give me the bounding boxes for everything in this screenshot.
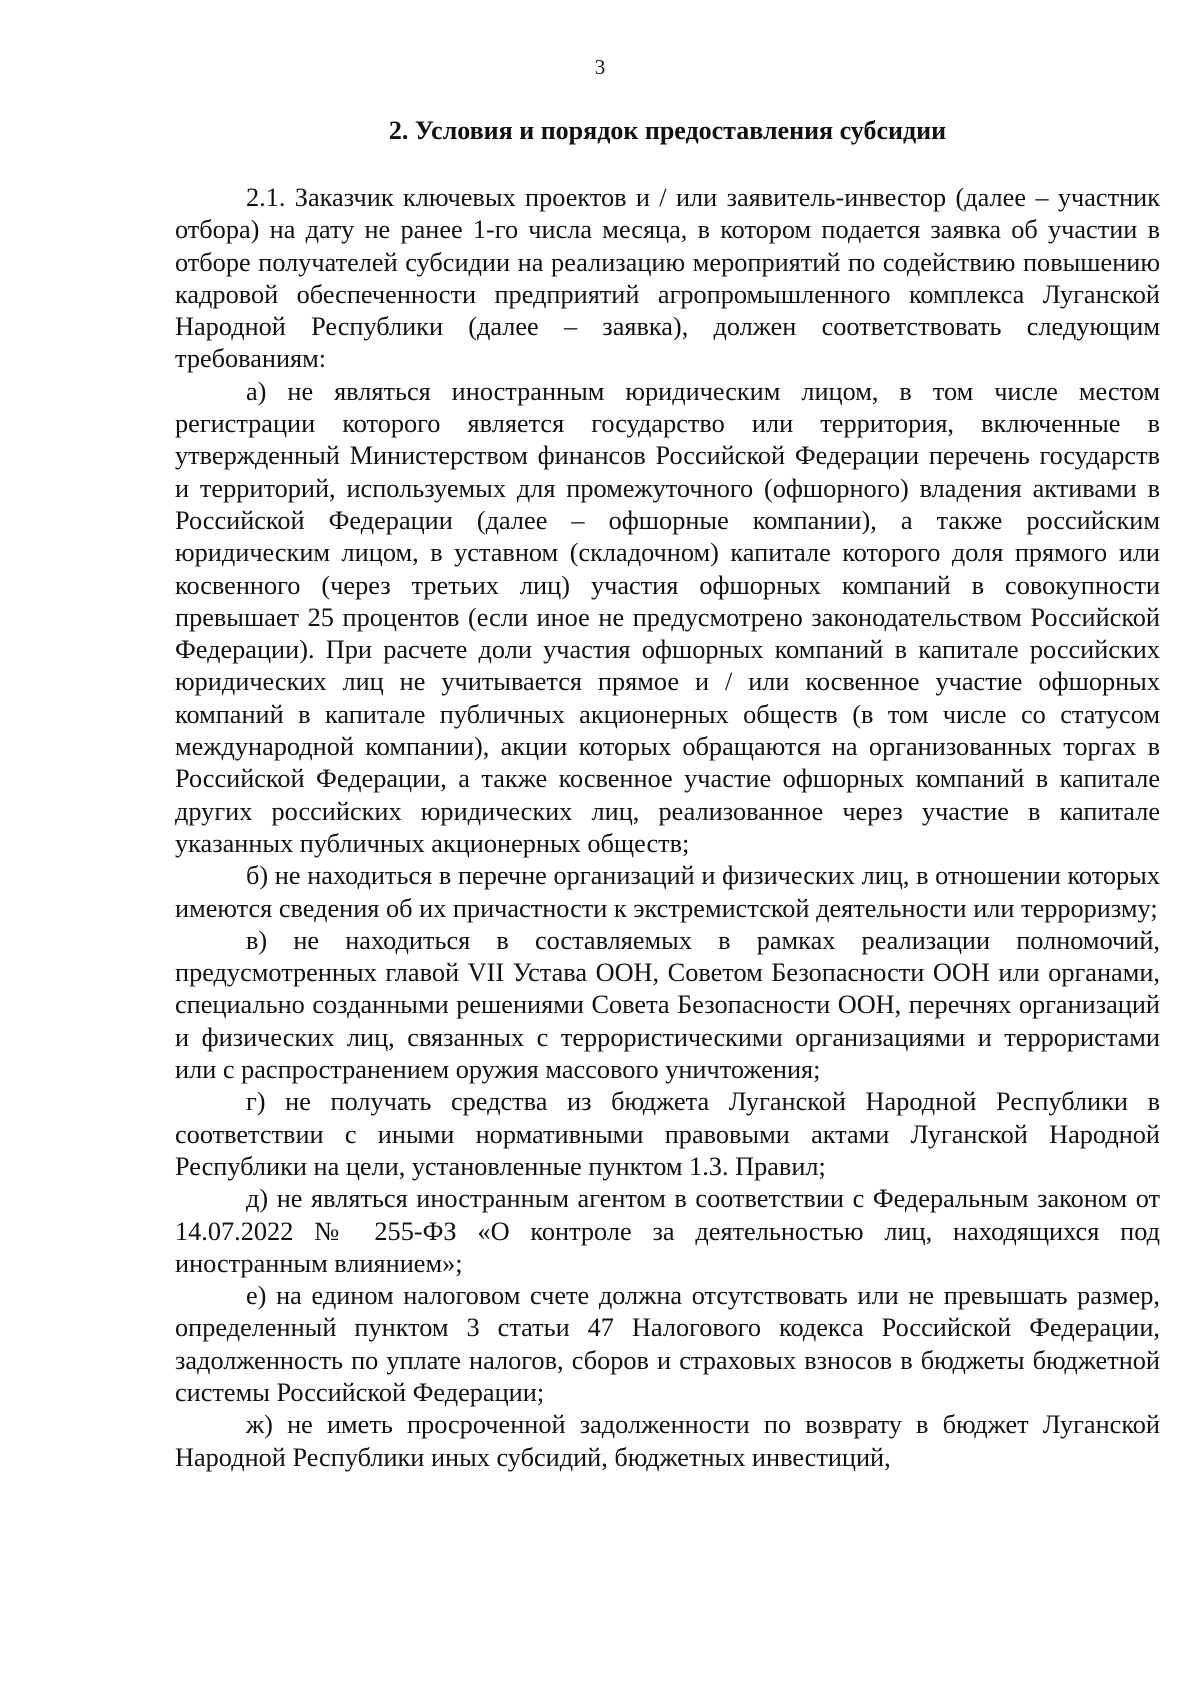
paragraph-d: д) не являться иностранным агентом в соответствии с Федеральным законом от 14.07.2022 № 255-ФЗ «О контроле за деятельностью лиц, находящихся под иностранным влиянием»;	[175, 1184, 1160, 1278]
body-text	[175, 182, 1160, 1474]
page-number: 3	[594, 55, 606, 79]
paragraph-v: в) не находиться в составляемых в рамках реализации полномочий, предусмотренных главой VII Устава ООН, Советом Безопасности ООН или органами, специально созданными решениями Совета Безопасности ООН, перечнях организаций и физических лиц, связанных с террористическими организациями и террористами или с распространением оружия массового уничтожения;	[175, 925, 1160, 1085]
paragraph-2-1: 2.1. Заказчик ключевых проектов и / или заявитель-инвестор (далее – участник отбора) на дату не ранее 1-го числа месяца, в котором подается заявка об участии в отборе получателей субсидии на реализацию мероприятий по содействию повышению кадровой обеспеченности предприятий агропромышленного комплекса Луганской Народной Республики (далее – заявка), должен соответствовать следующим требованиям:	[175, 183, 1160, 374]
section-title: 2. Условия и порядок предоставления субсидии	[388, 116, 947, 145]
paragraph-e: е) на едином налоговом счете должна отсутствовать или не превышать размер, определенный пунктом 3 статьи 47 Налогового кодекса Российской Федерации, задолженность по уплате налогов, сборов и страховых взносов в бюджеты бюджетной системы Российской Федерации;	[175, 1281, 1160, 1407]
paragraph-g: г) не получать средства из бюджета Луганской Народной Республики в соответствии с иными нормативными правовыми актами Луганской Народной Республики на цели, установленные пунктом 1.3. Правил;	[175, 1087, 1160, 1181]
paragraph-a: а) не являться иностранным юридическим лицом, в том числе местом регистрации которого является государство или территория, включенные в утвержденный Министерством финансов Российской Федерации перечень государств и территорий, используемых для промежуточного (офшорного) владения активами в Российской Федерации (далее – офшорные компании), а также российским юридическим лицом, в уставном (складочном) капитале которого доля прямого или косвенного (через третьих лиц) участия офшорных компаний в совокупности превышает 25 процентов (если иное не предусмотрено законодательством Российской Федерации). При расчете доли участия офшорных компаний в капитале российских юридических лиц не учитывается прямое и / или косвенное участие офшорных компаний в капитале публичных акционерных обществ (в том числе со статусом международной компании), акции которых обращаются на организованных торгах в Российской Федерации, а также косвенное участие офшорных компаний в капитале других российских юридических лиц, реализованное через участие в капитале указанных публичных акционерных обществ;	[175, 376, 1160, 858]
paragraph-b: б) не находиться в перечне организаций и физических лиц, в отношении которых имеются сведения об их причастности к экстремистской деятельности или терроризму;	[175, 861, 1160, 923]
paragraph-zh: ж) не иметь просроченной задолженности по возврату в бюджет Луганской Народной Республики иных субсидий, бюджетных инвестиций,	[175, 1410, 1160, 1472]
